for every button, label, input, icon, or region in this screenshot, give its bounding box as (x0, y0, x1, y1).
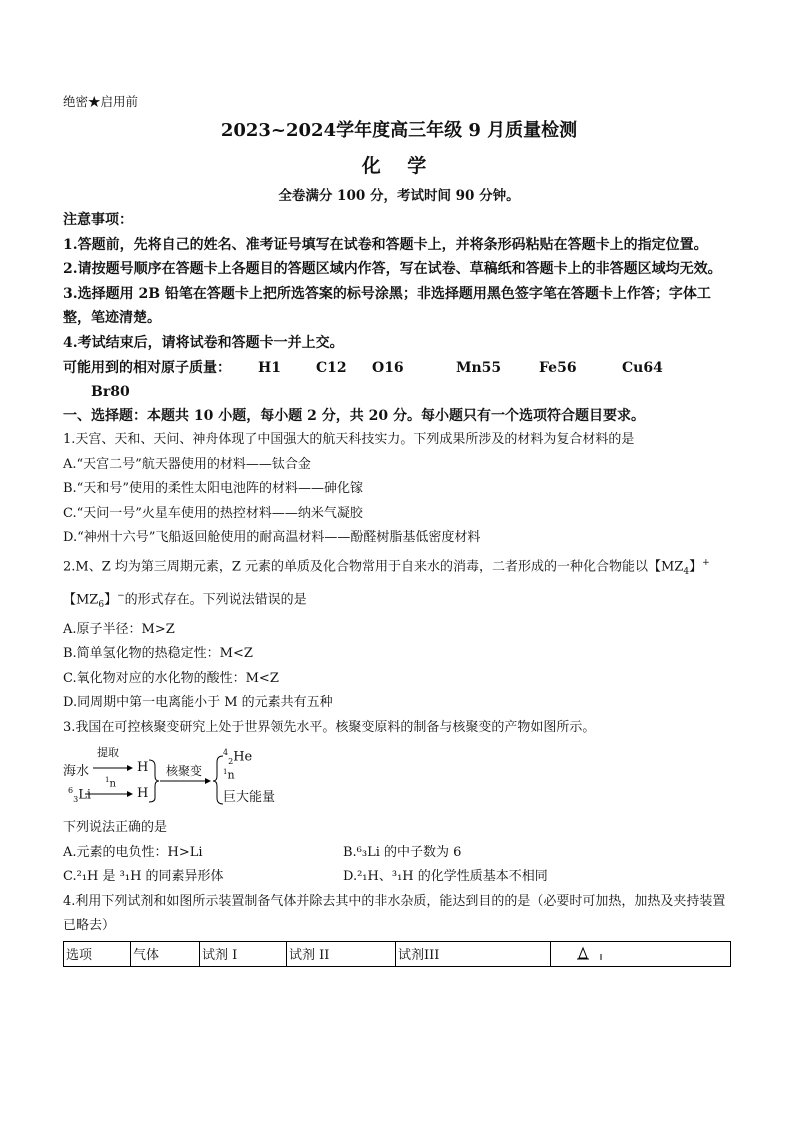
option: C.²₁H 是 ³₁H 的同素异形体 (63, 869, 224, 884)
table-header: 试剂 II (287, 941, 396, 966)
option: C.氧化物对应的水化物的酸性：M<Z (63, 670, 279, 686)
notice-item: 3.选择题用 2B 铅笔在答题卡上把所选答案的标号涂黑；非选择题用黑色签字笔在答题卡上作答；字体工整，笔迹清楚。 (63, 285, 711, 327)
notice-item: 2.请按题号顺序在答题卡上各题目的答题区域内作答，写在试卷、草稿纸和答题卡上的非答题区域均无效。 (63, 261, 722, 278)
subject-title: 化 学 (361, 155, 437, 177)
notice-heading: 注意事项： (63, 212, 133, 228)
atomic-mass: O16 (372, 359, 404, 376)
apparatus-icon (553, 942, 613, 962)
atomic-mass: C12 (316, 359, 347, 376)
fusion-label: 核聚变 (166, 764, 203, 778)
option: D.“神州十六号”飞船返回舱使用的耐高温材料——酚醛树脂基低密度材料 (63, 530, 481, 546)
option: B.“天和号”使用的柔性太阳电池阵的材料——砷化镓 (63, 481, 363, 497)
section-title: 一、选择题：本题共 10 小题，每小题 2 分，共 20 分。每小题只有一个选项符合题目要求。 (63, 407, 645, 424)
question-stem: 3.我国在可控核聚变研究上处于世界领先水平。核聚变原料的制备与核聚变的产物如图所示。 (63, 719, 596, 735)
atomic-mass: Mn55 (456, 359, 502, 376)
extract-label: 提取 (97, 746, 119, 759)
options-table (63, 941, 731, 967)
question-stem: 1.天宫、天和、天问、神舟体现了中国强大的航天科技实力。下列成果所涉及的材料为复合材料的是 (63, 432, 635, 448)
hydrogen-3: H (137, 786, 149, 801)
full-score: 全卷满分 100 分，考试时间 90 分钟。 (278, 188, 520, 204)
lithium-6: $^6_3$Li (68, 786, 91, 804)
atomic-masses-label: 可能用到的相对原子质量： (63, 359, 231, 376)
hydrogen-2: H (137, 760, 149, 775)
option: D.同周期中第一电离能小于 M 的元素共有五种 (63, 695, 333, 710)
neutron-product: $^1$n (223, 768, 235, 782)
question-prompt: 下列说法正确的是 (63, 820, 168, 835)
seawater-label: 海水 (63, 764, 90, 779)
apparatus-cell (551, 941, 731, 966)
exam-page (63, 90, 735, 967)
table-header: 试剂III (396, 941, 551, 966)
option: C.“天问一号”火星车使用的热控材料——纳米气凝胶 (63, 505, 363, 521)
atomic-mass: Cu64 (622, 359, 663, 376)
secret-label: 绝密★启用前 (63, 94, 139, 109)
question-stem: 2.M、Z 均为第三周期元素，Z 元素的单质及化合物常用于自来水的消毒，二者形成的一种化合物能以【$MZ_4$】+ 【$MZ_6$】−的形式存在。下列说法错误的是 (63, 557, 710, 610)
option: D.²₁H、³₁H 的化学性质基本不相同 (343, 869, 548, 884)
energy-label: 巨大能量 (223, 790, 276, 805)
option: A.“天宫二号”航天器使用的材料——钛合金 (63, 456, 311, 472)
table-row (64, 941, 731, 966)
atomic-masses (63, 356, 735, 380)
option: A.原子半径：M>Z (63, 621, 175, 637)
notice-item: 1.答题前，先将自己的姓名、准考证号填写在试卷和答题卡上，并将条形码粘贴在答题卡上的指定位置。 (63, 236, 708, 253)
table-header: 气体 (131, 941, 200, 966)
option: A.元素的电负性：H>Li (63, 844, 203, 860)
option: B.简单氢化物的热稳定性：M<Z (63, 646, 253, 661)
notice-item: 4.考试结束后，请将试卷和答题卡一并上交。 (63, 334, 344, 351)
option: B.⁶₃Li 的中子数为 6 (343, 844, 462, 860)
atomic-mass: Fe56 (539, 359, 577, 376)
neutron-label: $^1$n (105, 776, 116, 790)
table-header: 选项 (64, 941, 131, 966)
atomic-mass: Br80 (91, 383, 130, 400)
atomic-mass: H1 (258, 359, 281, 376)
fusion-diagram (63, 746, 735, 806)
helium-4: $^4_2$He (223, 748, 253, 766)
table-header: 试剂 I (200, 941, 287, 966)
question-stem: 4.利用下列试剂和如图所示装置制备气体并除去其中的非水杂质，能达到目的的是（必要时可加热，加热及夹持装置已略去） (63, 893, 726, 933)
exam-title: 2023~2024学年度高三年级 9 月质量检测 (220, 120, 578, 141)
